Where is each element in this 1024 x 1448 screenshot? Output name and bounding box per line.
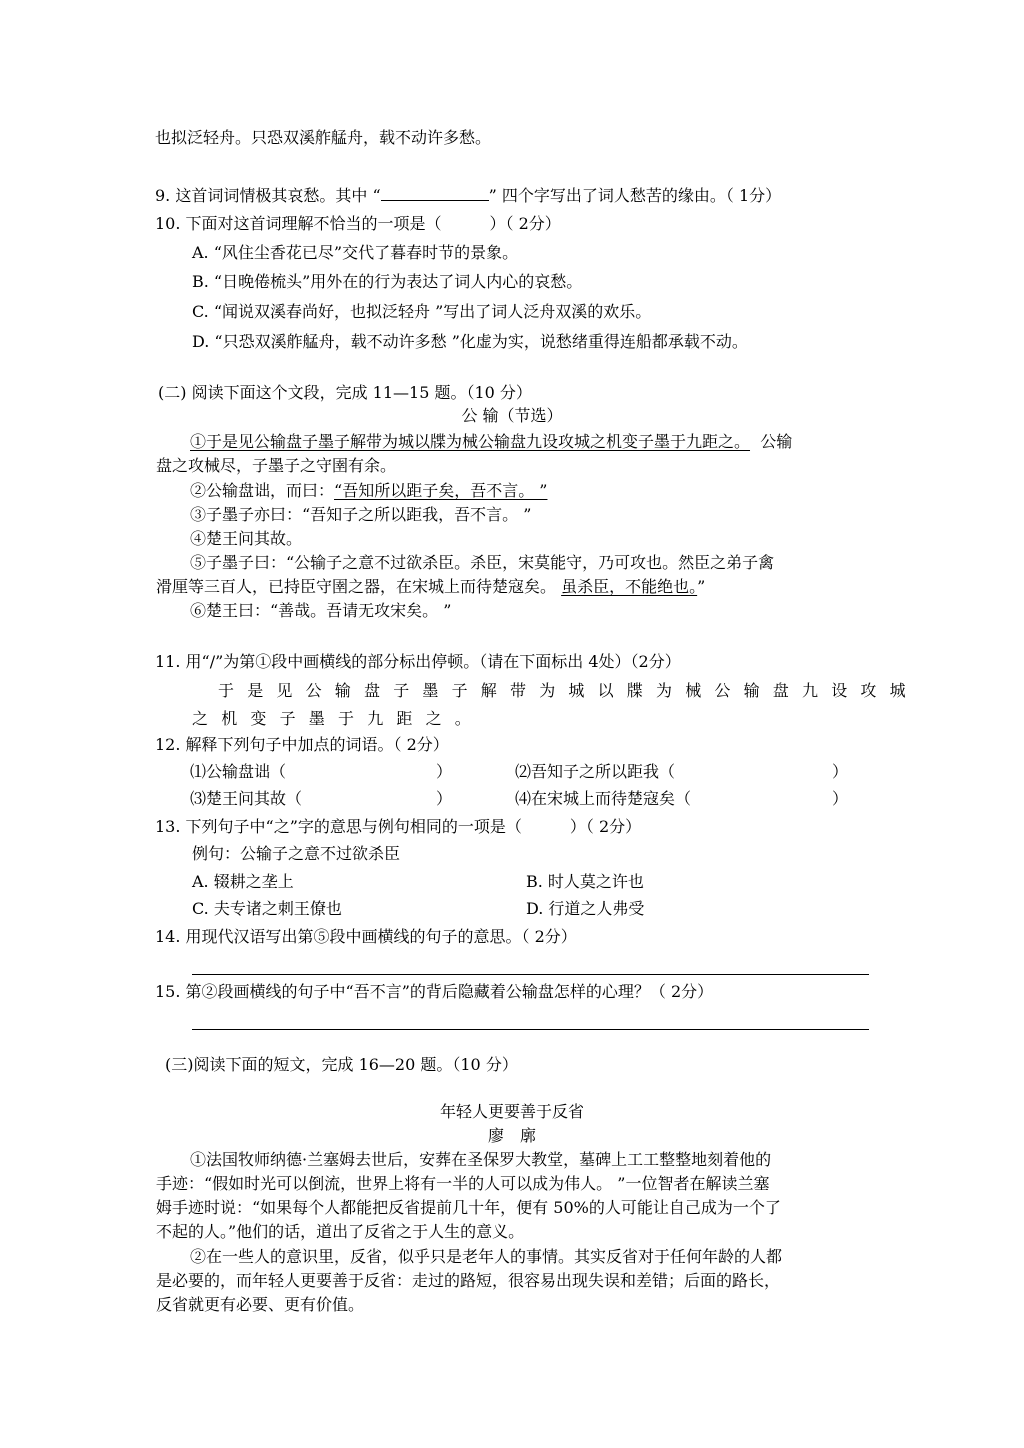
article-line-7: 反省就更有必要、更有价值。 — [156, 1295, 365, 1314]
paragraph-4: ④楚王问其故。 — [190, 529, 303, 548]
question-9-text-end: ” 四个字写出了词人愁苦的缘由。（ 1分） — [488, 186, 782, 205]
article-line-3: 姆手迹时说：“如果每个人都能把反省提前几十年，便有 50%的人可能让自己成为一个了 — [156, 1198, 781, 1217]
article-author: 廖 廓 — [487, 1126, 536, 1145]
question-12-item-4-close: ） — [832, 789, 849, 808]
question-12-item-3-close: ） — [436, 789, 453, 808]
question-13: 13. 下列句子中“之”字的意思与例句相同的一项是（ ）（ 2分） — [155, 817, 642, 836]
option-d: D. “只恐双溪舴艋舟，载不动许多愁 ”化虚为实，说愁绪重得连船都承载不动。 — [192, 332, 748, 351]
paragraph-1-line-2: 盘之攻械尽，子墨子之守圉有余。 — [156, 456, 397, 475]
question-12: 12. 解释下列句子中加点的词语。（ 2分） — [155, 735, 449, 754]
question-12-item-1-close: ） — [436, 762, 453, 781]
paragraph-5-underlined: 虽杀臣，不能绝也。 — [561, 577, 698, 596]
question-9 — [155, 186, 781, 206]
article-line-1: ①法国牧师纳德·兰塞姆去世后，安葬在圣保罗大教堂，墓碑上工工整整地刻着他的 — [190, 1150, 772, 1169]
paragraph-1 — [190, 432, 792, 452]
paragraph-5-text: 滑厘等三百人，已持臣守圉之器，在宋城上而待楚寇矣。 — [156, 577, 557, 596]
question-11: 11. 用“/”为第①段中画横线的部分标出停顿。（请在下面标出 4处）（2分） — [155, 652, 681, 671]
question-12-item-2-close: ） — [832, 762, 849, 781]
poem-last-line: 也拟泛轻舟。只恐双溪舴艋舟，载不动许多愁。 — [155, 128, 492, 147]
article-line-2: 手迹：“假如时光可以倒流，世界上将有一半的人可以成为伟人。 ”一位智者在解读兰塞 — [156, 1174, 770, 1193]
answer-line-14[interactable] — [192, 974, 869, 975]
question-12-item-2: ⑵吾知子之所以距我（ — [515, 762, 676, 781]
paragraph-2-text: ②公输盘诎，而曰： — [190, 481, 335, 500]
article-line-4: 不起的人。”他们的话，道出了反省之于人生的意义。 — [156, 1222, 525, 1241]
paragraph-2-underlined: “吾知所以距子矣，吾不言。 ” — [334, 481, 548, 500]
paragraph-5-line-2 — [156, 577, 705, 597]
question-13-option-c: C. 夫专诸之刺王僚也 — [192, 899, 342, 918]
question-12-item-4: ⑷在宋城上而待楚寇矣（ — [515, 789, 692, 808]
answer-blank[interactable] — [381, 186, 489, 201]
question-13-option-a: A. 辍耕之垄上 — [192, 872, 294, 891]
paragraph-6: ⑥楚王曰：“善哉。吾请无攻宋矣。 ” — [190, 601, 452, 620]
option-b: B. “日晚倦梳头”用外在的行为表达了词人内心的哀愁。 — [192, 272, 583, 291]
option-a: A. “风住尘香花已尽”交代了暮春时节的景象。 — [192, 243, 519, 262]
article-title: 年轻人更要善于反省 — [439, 1102, 584, 1121]
paragraph-3: ③子墨子亦曰：“吾知子之所以距我，吾不言。 ” — [190, 505, 532, 524]
question-10: 10. 下面对这首词理解不恰当的一项是（ ）（ 2分） — [155, 214, 561, 233]
question-11-sentence-line-2[interactable]: 之机变子墨于九距之。 — [192, 709, 485, 728]
question-15: 15. 第②段画横线的句子中“吾不言”的背后隐藏着公输盘怎样的心理？（ 2分） — [155, 982, 714, 1001]
question-12-item-1: ⑴公输盘诎（ — [190, 762, 287, 781]
question-13-option-b: B. 时人莫之许也 — [526, 872, 644, 891]
question-11-sentence-line-1[interactable]: 于是见公输盘子墨子解带为城以牒为械公输盘九设攻城 — [218, 681, 919, 700]
question-13-option-d: D. 行道之人弗受 — [526, 899, 645, 918]
option-c: C. “闻说双溪春尚好，也拟泛轻舟 ”写出了词人泛舟双溪的欢乐。 — [192, 302, 652, 321]
question-12-item-3: ⑶楚王问其故（ — [190, 789, 303, 808]
question-13-example: 例句：公输子之意不过欲杀臣 — [192, 844, 401, 863]
paragraph-1-underlined: ①于是见公输盘子墨子解带为城以牒为械公输盘九设攻城之机变子墨于九距之。 — [190, 432, 751, 451]
paragraph-5: ⑤子墨子曰：“公输子之意不过欲杀臣。杀臣，宋莫能守，乃可攻也。然臣之弟子禽 — [190, 553, 775, 572]
question-14: 14. 用现代汉语写出第⑤段中画横线的句子的意思。（ 2分） — [155, 927, 577, 946]
article-line-5: ②在一些人的意识里，反省，似乎只是老年人的事情。其实反省对于任何年龄的人都 — [190, 1247, 783, 1266]
section-2-heading: (二) 阅读下面这个文段，完成 11—15 题。（10 分） — [158, 383, 532, 402]
paragraph-1-tail: 公输 — [760, 432, 793, 451]
article-line-6: 是必要的，而年轻人更要善于反省：走过的路短，很容易出现失误和差错；后面的路长， — [156, 1271, 781, 1290]
section-2-title: 公 输（节选） — [461, 406, 563, 425]
paragraph-2 — [190, 481, 547, 501]
paragraph-5-quote-end: ” — [697, 577, 706, 596]
question-9-text: 9. 这首词词情极其哀愁。其中 “ — [155, 186, 381, 205]
section-3-heading: (三)阅读下面的短文，完成 16—20 题。（10 分） — [165, 1055, 518, 1074]
answer-line-15[interactable] — [192, 1029, 869, 1030]
